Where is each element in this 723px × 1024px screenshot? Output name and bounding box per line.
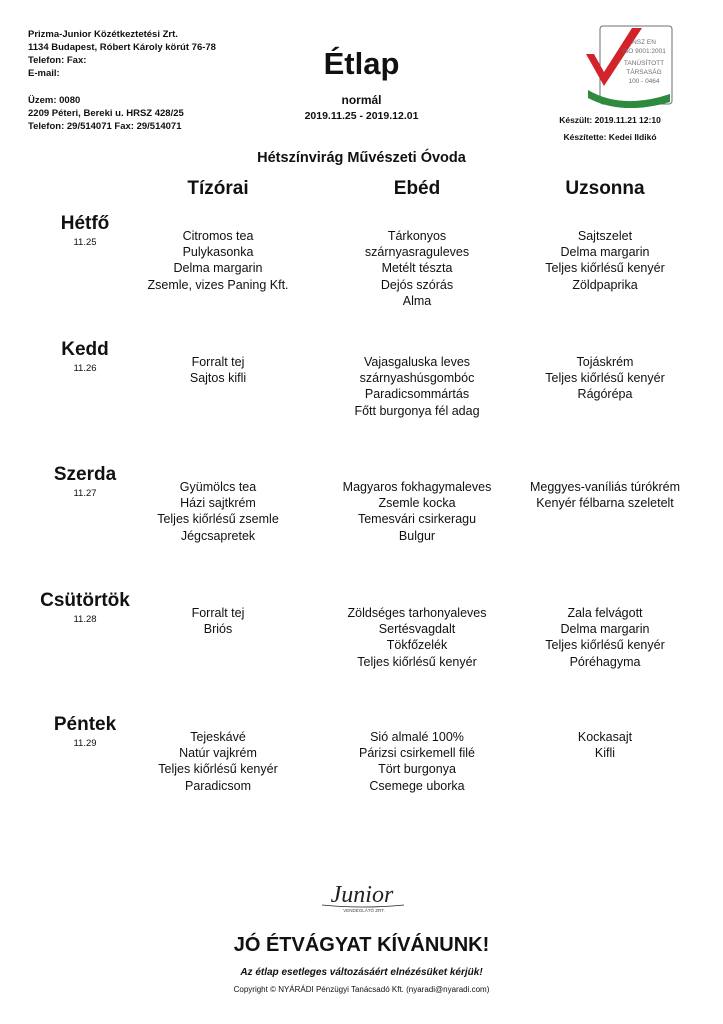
menu-item: Meggyes-vaníliás túrókrém [529, 480, 681, 494]
menu-item: Teljes kiőrlésű kenyér [545, 638, 665, 653]
menu-cell-ebed [312, 605, 522, 670]
day-date: 11.29 [73, 738, 97, 749]
menu-item: Natúr vajkrém [179, 746, 257, 761]
menu-item: Forralt tej [191, 606, 245, 620]
menu-cell-uzsonna [500, 479, 710, 511]
column-header-tizorai: Tízórai [187, 178, 249, 199]
menu-item: Temesvári csirkeragu [357, 512, 477, 527]
menu-item: Zala felvágott [567, 606, 643, 620]
menu-cell-uzsonna [500, 605, 710, 670]
company-name: Prizma-Junior Közétkeztetési Zrt. [28, 29, 178, 40]
menu-cell-tizorai [113, 228, 323, 293]
menu-cell-uzsonna [500, 354, 710, 403]
menu-item: Metélt tészta [381, 261, 453, 276]
author: Készítette: Kedei Ildikó [563, 132, 657, 142]
day-date: 11.28 [73, 614, 97, 625]
cert-line-4: TÁRSASÁG [626, 69, 662, 76]
menu-cell-uzsonna [500, 729, 710, 761]
menu-item: Teljes kiőrlésű zsemle [157, 512, 279, 527]
menu-cell-ebed [312, 354, 522, 419]
menu-item: Jégcsapretek [180, 528, 256, 543]
menu-item: Paradicsom [185, 778, 251, 793]
menu-item: Sertésvagdalt [378, 622, 456, 637]
company-email: E-mail: [28, 68, 60, 79]
menu-item: Briós [203, 622, 233, 637]
day-date: 11.25 [73, 237, 97, 248]
menu-type: normál [341, 93, 382, 107]
cert-line-5: 100 - 0464 [628, 78, 660, 85]
menu-item: Dejós szórás [380, 277, 454, 292]
menu-item: Zsemle, vizes Paning Kft. [147, 277, 289, 292]
menu-item: Sajtos kifli [189, 371, 247, 386]
menu-item: Paradicsommártás [364, 387, 470, 402]
menu-item: Rágórépa [577, 387, 633, 402]
junior-logo [312, 880, 412, 914]
logo-subtext: VENDÉGLÁTÓ ZRT. [343, 908, 385, 913]
cert-line-2: ISO 9001:2001 [622, 48, 666, 55]
menu-cell-ebed [312, 228, 522, 309]
menu-item: Teljes kiőrlésű kenyér [545, 371, 665, 386]
apology-note: Az étlap esetleges változásáért elnézésüket kérjük! [240, 967, 483, 978]
menu-item: Kockasajt [577, 730, 633, 744]
menu-item: Vajasgaluska leves [363, 355, 471, 369]
menu-item: Magyaros fokhagymaleves [342, 480, 492, 494]
day-name: Kedd [61, 339, 109, 360]
logo-text: Junior [330, 882, 394, 908]
menu-item: Póréhagyma [569, 654, 641, 669]
day-name: Csütörtök [40, 590, 130, 611]
menu-item: Tökfőzelék [386, 638, 448, 653]
institution-name: Hétszínvirág Művészeti Óvoda [257, 150, 466, 166]
menu-item: Teljes kiőrlésű kenyér [545, 261, 665, 276]
site-phone-fax: Telefon: 29/514071 Fax: 29/514071 [28, 121, 182, 132]
site-address: 2209 Péteri, Bereki u. HRSZ 428/25 [28, 108, 184, 119]
menu-item: Főtt burgonya fél adag [354, 403, 480, 418]
menu-item: Forralt tej [191, 355, 245, 369]
menu-item: Házi sajtkrém [180, 496, 256, 511]
menu-item: Delma margarin [173, 261, 263, 276]
menu-item: Gyümölcs tea [179, 480, 257, 494]
menu-item: Párizsi csirkemell filé [359, 746, 475, 761]
menu-item: Kenyér félbarna szeletelt [536, 496, 674, 511]
menu-item: Bulgur [398, 528, 436, 543]
menu-item: Kifli [594, 746, 616, 761]
menu-item: Citromos tea [182, 229, 254, 243]
menu-item: Tojáskrém [576, 355, 634, 369]
menu-cell-tizorai [113, 479, 323, 544]
menu-item: Teljes kiőrlésű kenyér [158, 762, 278, 777]
day-date: 11.27 [73, 488, 97, 499]
menu-item: Delma margarin [560, 245, 650, 260]
slogan: JÓ ÉTVÁGYAT KÍVÁNUNK! [233, 934, 490, 956]
day-name: Szerda [53, 464, 117, 485]
menu-item: szárnyasraguleves [364, 245, 470, 260]
column-header-ebed: Ebéd [393, 178, 441, 199]
day-name: Hétfő [60, 213, 110, 234]
menu-cell-tizorai [113, 605, 323, 637]
cert-line-1: NSZ EN [632, 39, 656, 46]
company-address: 1134 Budapest, Róbert Károly körút 76-78 [28, 42, 216, 53]
menu-item: Alma [402, 293, 432, 308]
iso-certificate-badge [582, 24, 674, 108]
menu-period: 2019.11.25 - 2019.12.01 [304, 110, 419, 122]
menu-cell-uzsonna [500, 228, 710, 293]
day-date: 11.26 [73, 363, 97, 374]
menu-item: Sajtszelet [577, 229, 633, 243]
menu-item: Csemege uborka [369, 778, 465, 793]
company-phone-fax: Telefon: Fax: [28, 55, 87, 66]
menu-item: Delma margarin [560, 622, 650, 637]
menu-item: Zöldpaprika [572, 277, 638, 292]
menu-cell-ebed [312, 729, 522, 794]
cert-line-3: TANÚSÍTOTT [623, 60, 665, 67]
menu-item: szárnyashúsgombóc [359, 371, 475, 386]
menu-item: Tört burgonya [378, 762, 456, 777]
column-header-uzsonna: Uzsonna [565, 178, 645, 199]
document-meta [540, 112, 680, 146]
menu-item: Zöldséges tarhonyaleves [347, 606, 487, 620]
menu-cell-ebed [312, 479, 522, 544]
menu-item: Zsemle kocka [378, 496, 456, 511]
menu-cell-tizorai [113, 729, 323, 794]
menu-item: Teljes kiőrlésű kenyér [357, 654, 477, 669]
day-name: Péntek [53, 714, 117, 735]
page-title: Étlap [323, 46, 400, 81]
menu-item: Tejeskávé [190, 730, 246, 744]
copyright: Copyright © NYÁRÁDI Pénzügyi Tanácsadó Kft. (nyaradi@nyaradi.com) [233, 985, 490, 994]
menu-cell-tizorai [113, 354, 323, 386]
menu-item: Sió almalé 100% [370, 730, 464, 744]
menu-item: Tárkonyos [387, 229, 447, 243]
site-unit: Üzem: 0080 [28, 95, 81, 106]
created-timestamp: Készült: 2019.11.21 12:10 [559, 115, 661, 125]
menu-item: Pulykasonka [182, 245, 254, 260]
